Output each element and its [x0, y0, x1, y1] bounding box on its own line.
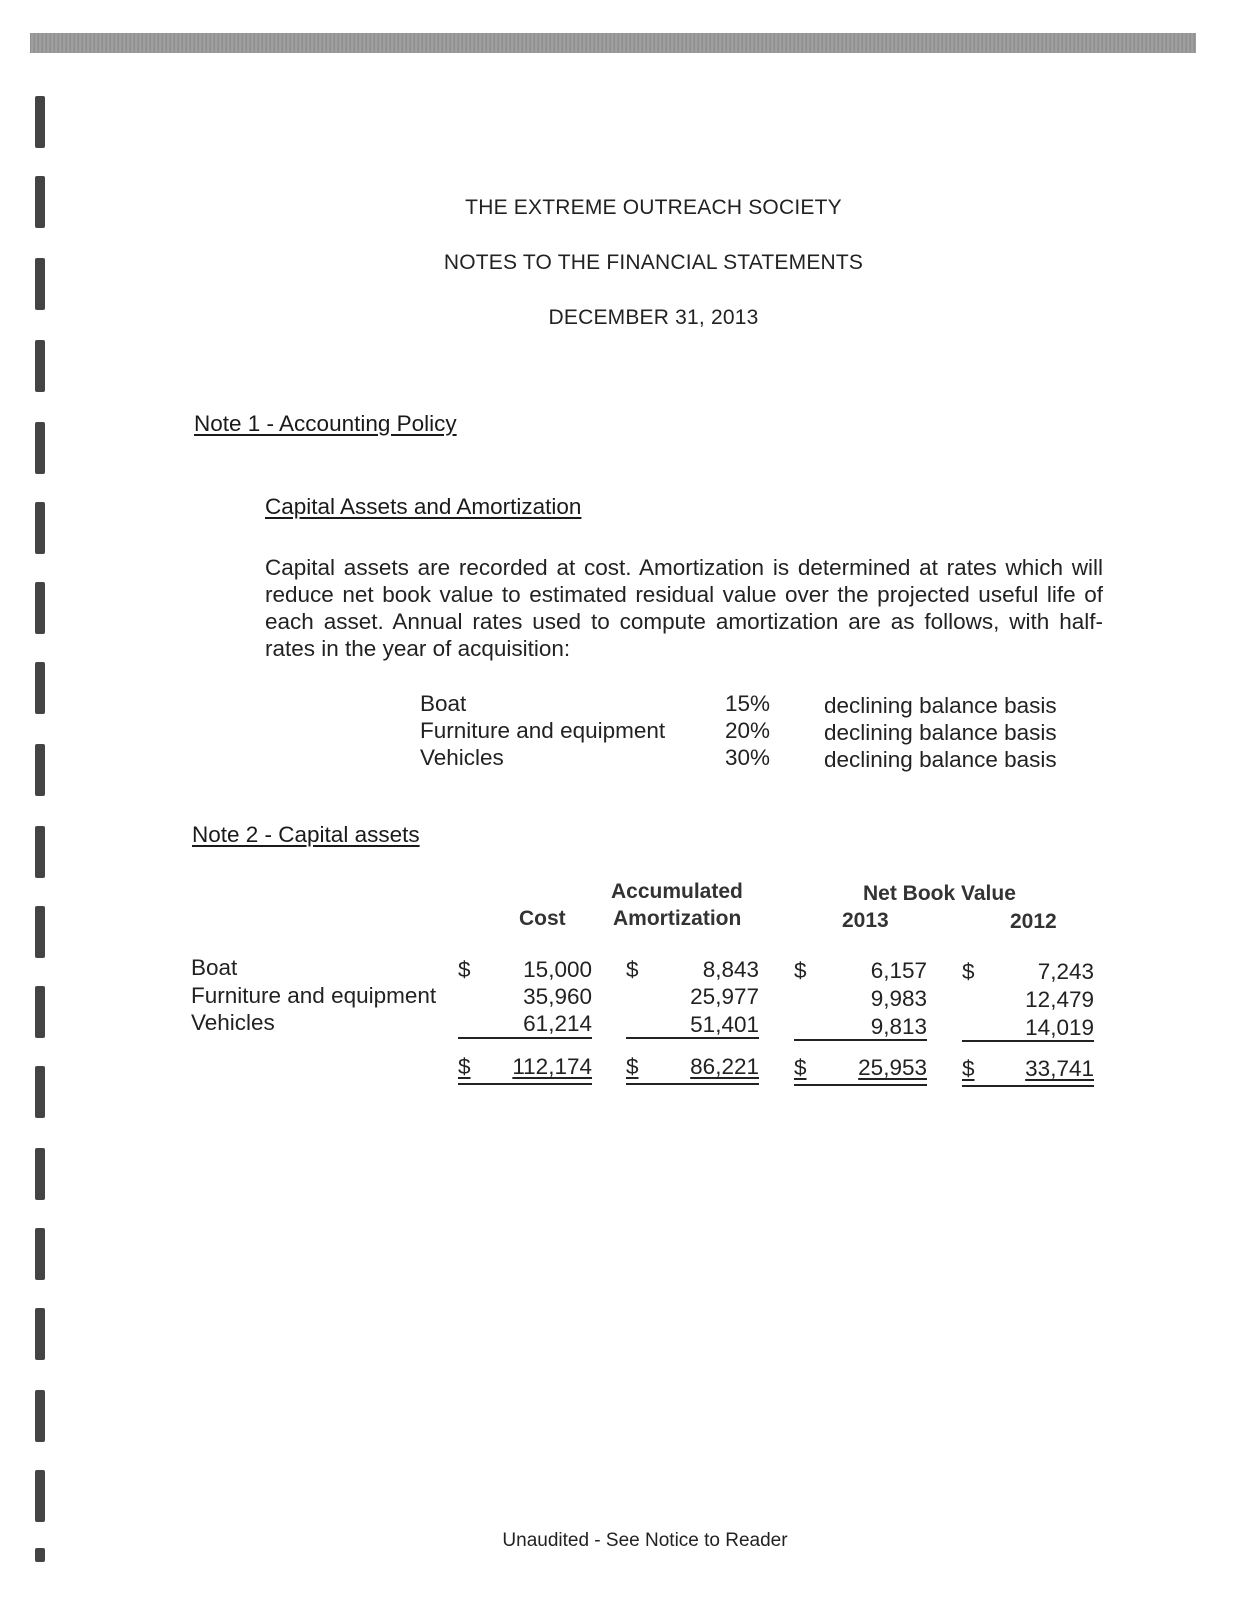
- rate-percent: 20%: [725, 718, 771, 743]
- row-label: Boat: [191, 955, 238, 980]
- cell-nbv-2013: 9,813: [870, 1014, 927, 1039]
- rate-basis: declining balance basis: [824, 720, 1057, 745]
- currency-sign: $: [794, 958, 807, 983]
- statement-date: DECEMBER 31, 2013: [548, 306, 759, 329]
- rate-percent: 15%: [725, 691, 771, 716]
- row-label: Furniture and equipment: [191, 983, 437, 1008]
- binder-mark: [35, 986, 45, 1038]
- cell-nbv-2013: 9,983: [870, 986, 927, 1011]
- note1-paragraph: Capital assets are recorded at cost. Amortization is determined at rates which will reduce net book value to estimated residual value over the projected useful life of each asset. Annual rates used to compute amortization are as follows, with half-rates in the year of acquisition:: [265, 555, 1103, 661]
- rate-percent: 30%: [725, 745, 771, 770]
- subtotal-rule: [458, 1037, 592, 1039]
- note1-subheading: Capital Assets and Amortization: [265, 494, 582, 519]
- cell-accum: 8,843: [702, 957, 759, 982]
- binder-mark: [35, 96, 45, 148]
- col-accumulated: Accumulated: [611, 880, 743, 903]
- binder-mark: [35, 1066, 45, 1118]
- col-year-2012: 2012: [1010, 910, 1057, 933]
- total-accum: 86,221: [690, 1054, 759, 1079]
- scan-top-bar: [30, 33, 1196, 53]
- rate-basis: declining balance basis: [824, 693, 1057, 718]
- binder-mark: [35, 422, 45, 474]
- binder-mark: [35, 502, 45, 554]
- total-double-rule: [458, 1083, 592, 1085]
- row-label: Vehicles: [191, 1010, 275, 1035]
- rates-asset-column: [420, 690, 665, 771]
- organization-name: THE EXTREME OUTREACH SOCIETY: [465, 196, 842, 219]
- binder-mark: [35, 744, 45, 796]
- subtotal-rule: [794, 1039, 927, 1041]
- total-nbv-2013: 25,953: [858, 1055, 927, 1080]
- binder-mark: [35, 1228, 45, 1280]
- currency-sign: $: [626, 957, 639, 982]
- binder-mark: [35, 906, 45, 958]
- binder-mark: [35, 1390, 45, 1442]
- cell-cost: 15,000: [523, 957, 592, 982]
- currency-sign: $: [458, 957, 471, 982]
- binder-mark: [35, 582, 45, 634]
- rate-asset: Boat: [420, 691, 467, 716]
- cell-nbv-2013: 6,157: [870, 958, 927, 983]
- cell-nbv-2012: 12,479: [1025, 987, 1094, 1012]
- cell-accum: 51,401: [690, 1012, 759, 1037]
- col-year-2013: 2013: [842, 909, 889, 932]
- currency-sign: $: [626, 1054, 639, 1079]
- cell-cost: 35,960: [523, 984, 592, 1009]
- rates-percent-column: [725, 690, 770, 771]
- binder-mark: [35, 1470, 45, 1522]
- currency-sign: $: [794, 1055, 807, 1080]
- cell-nbv-2012: 14,019: [1025, 1015, 1094, 1040]
- footer-note: Unaudited - See Notice to Reader: [502, 1530, 788, 1551]
- total-double-rule: [626, 1083, 759, 1085]
- binder-mark: [35, 1308, 45, 1360]
- currency-sign: $: [458, 1054, 471, 1079]
- cell-nbv-2012: 7,243: [1037, 959, 1094, 984]
- document-title: NOTES TO THE FINANCIAL STATEMENTS: [443, 251, 864, 274]
- total-nbv-2012: 33,741: [1025, 1056, 1094, 1081]
- note1-heading: Note 1 - Accounting Policy: [194, 411, 457, 436]
- currency-sign: $: [962, 959, 975, 984]
- col-net-book-value: Net Book Value: [863, 882, 1016, 905]
- rates-basis-column: [824, 692, 1057, 773]
- note2-heading: Note 2 - Capital assets: [192, 822, 420, 847]
- binder-mark: [35, 1148, 45, 1200]
- total-double-rule: [794, 1084, 927, 1086]
- total-cost: 112,174: [512, 1054, 592, 1079]
- col-cost: Cost: [519, 907, 566, 930]
- subtotal-rule: [626, 1037, 759, 1039]
- cell-cost: 61,214: [523, 1011, 592, 1036]
- rate-basis: declining balance basis: [824, 747, 1057, 772]
- binder-mark: [35, 662, 45, 714]
- binder-mark: [35, 826, 45, 878]
- currency-sign: $: [962, 1056, 975, 1081]
- subtotal-rule: [962, 1040, 1094, 1042]
- rate-asset: Vehicles: [420, 745, 504, 770]
- col-amortization: Amortization: [613, 907, 742, 930]
- total-double-rule: [962, 1085, 1094, 1087]
- cell-accum: 25,977: [690, 984, 759, 1009]
- binder-mark: [35, 340, 45, 392]
- rate-asset: Furniture and equipment: [420, 718, 666, 743]
